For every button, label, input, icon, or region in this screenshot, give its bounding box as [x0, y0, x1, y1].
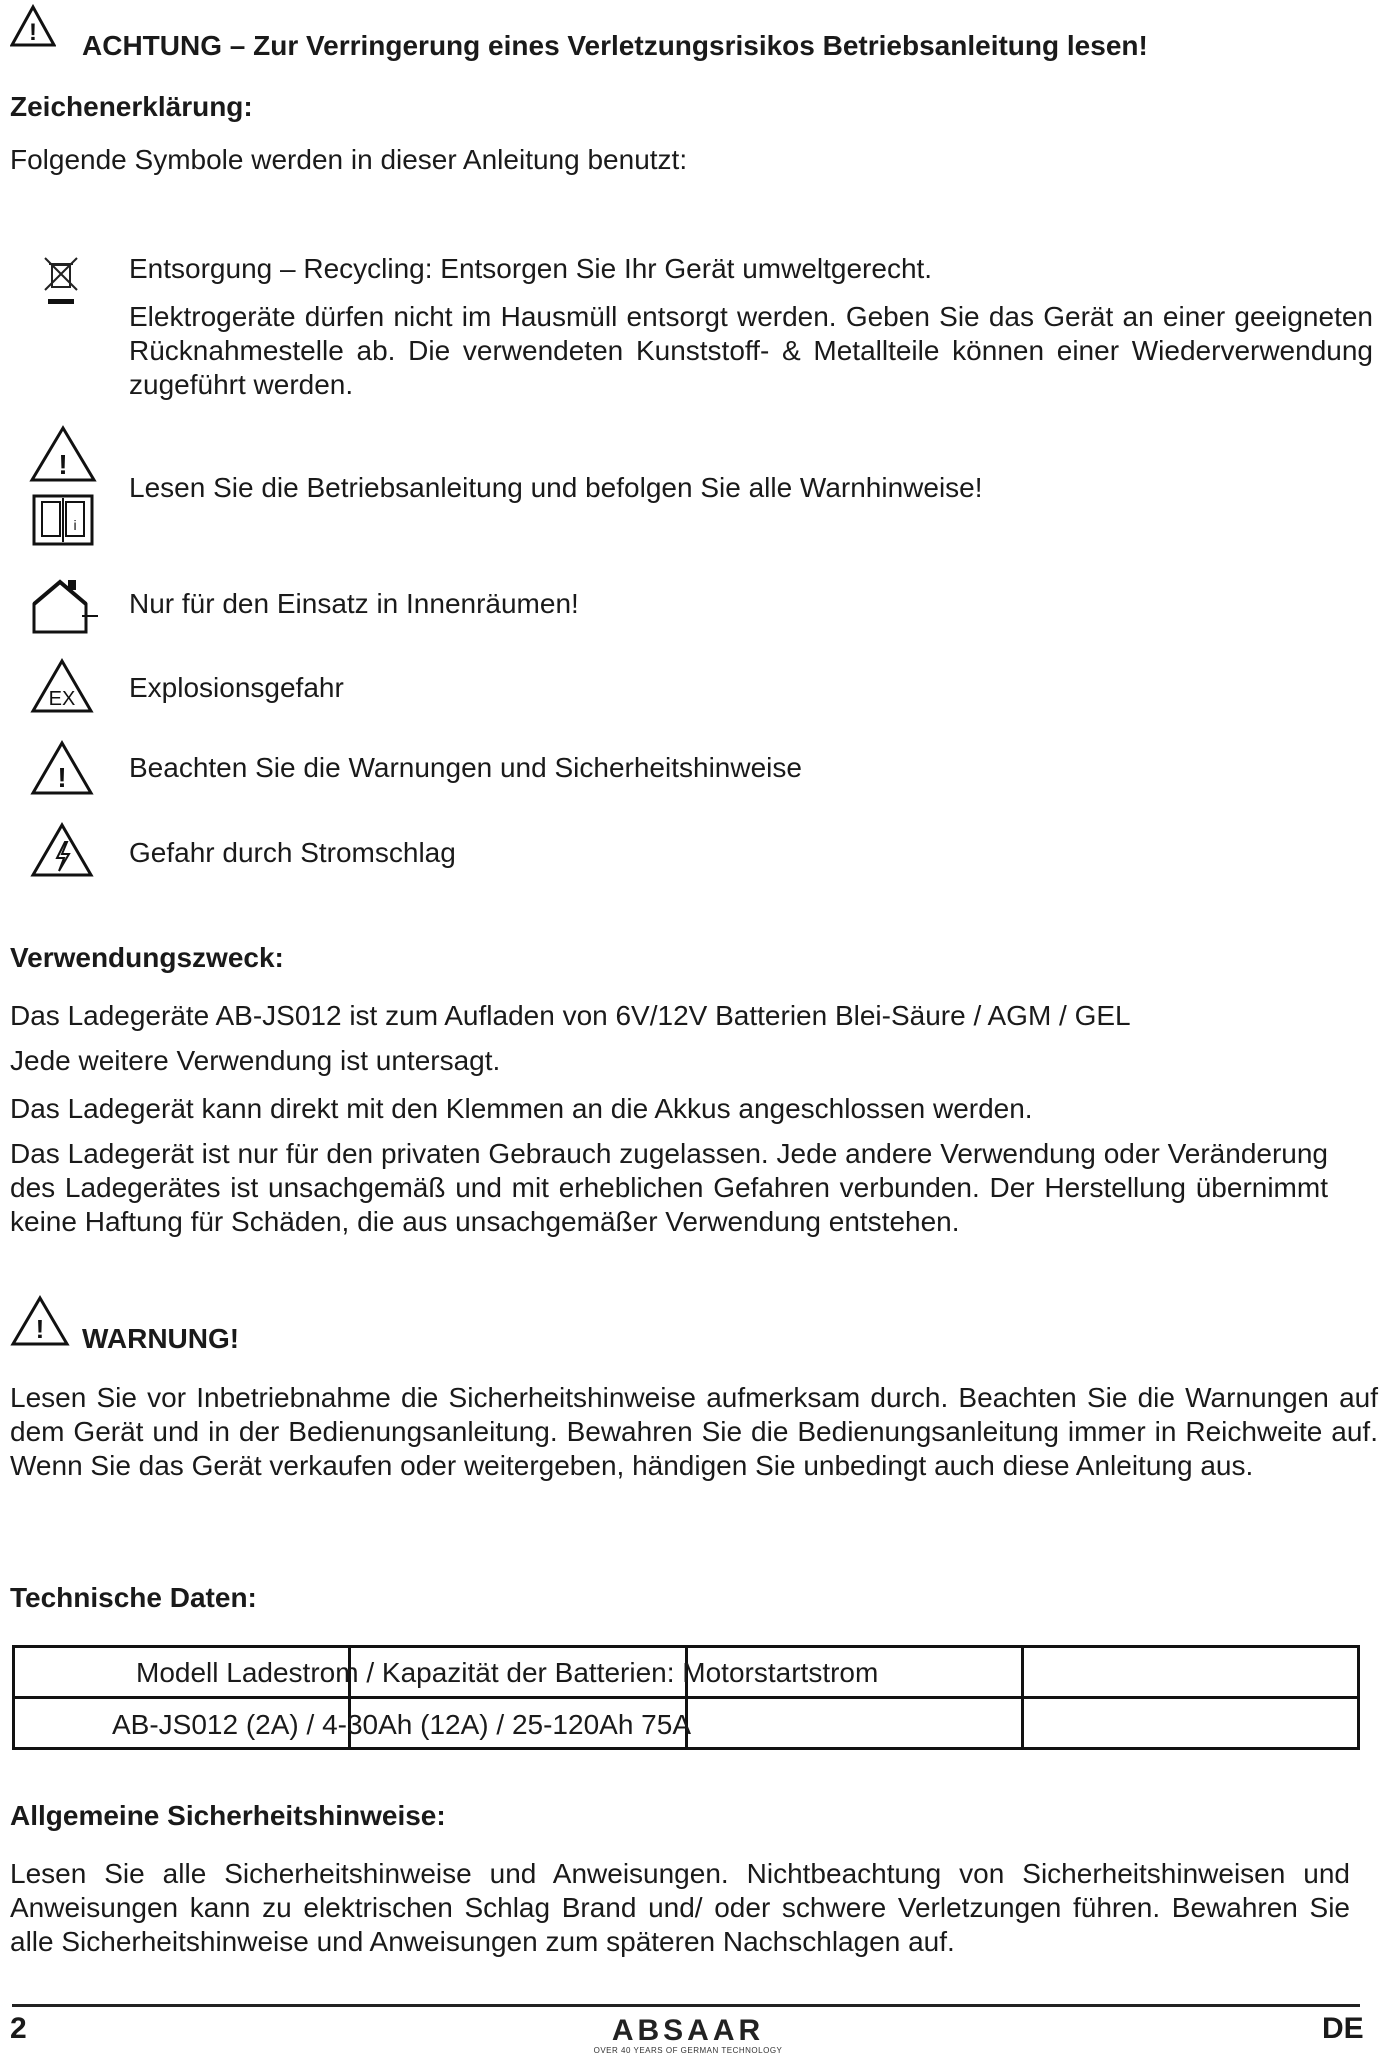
page-number: 2 [10, 2012, 27, 2045]
svg-text:EX: EX [48, 688, 76, 710]
table-cell [1022, 1698, 1358, 1749]
svg-text:!: ! [35, 1314, 45, 1344]
warning-icon [10, 1295, 70, 1347]
symbol-text-indoor: Nur für den Einsatz in Innenräumen! [129, 588, 579, 619]
brand-name: ABSAAR [611, 2014, 765, 2047]
warning-icon [30, 740, 94, 796]
symbol-text-read-manual: Lesen Sie die Betriebsanleitung und befolgen Sie alle Warnhinweise! [129, 472, 983, 503]
tech-heading: Technische Daten: [10, 1582, 257, 1613]
tech-table-value-text: AB-JS012 (2A) / 4-30Ah (12A) / 25-120Ah 75A [112, 1709, 691, 1740]
usage-paragraph-2: Jede weitere Verwendung ist untersagt. [10, 1045, 501, 1076]
legend-intro: Folgende Symbole werden in dieser Anleitung benutzt: [10, 144, 688, 175]
table-cell [686, 1698, 1022, 1749]
table-cell [1022, 1647, 1358, 1698]
brand-logo [582, 2016, 794, 2056]
read-manual-icon [28, 424, 98, 550]
safety-heading: Allgemeine Sicherheitshinweise: [10, 1800, 446, 1831]
symbol-text-warnings: Beachten Sie die Warnungen und Sicherheitshinweise [129, 752, 802, 783]
explosion-icon [30, 658, 94, 714]
warning-title: WARNUNG! [82, 1323, 240, 1354]
warning-icon [10, 4, 56, 48]
usage-paragraph-4: Das Ladegerät ist nur für den privaten Gebrauch zugelassen. Jede andere Verwendung oder Veränderung des Ladegerätes ist unsachgemäß und mit erheblichen Gefahren verbunden. Der Herstellung übernimmt keine Haftung für Schäden, die aus unsachgemäßer Verwendung entstehen. [10, 1138, 1328, 1237]
brand-tagline: OVER 40 YEARS OF GERMAN TECHNOLOGY [593, 2046, 783, 2055]
footer-divider [12, 2004, 1360, 2007]
usage-paragraph-3: Das Ladegerät kann direkt mit den Klemmen an die Akkus angeschlossen werden. [10, 1093, 1033, 1124]
warning-text: Lesen Sie vor Inbetriebnahme die Sicherheitshinweise aufmerksam durch. Beachten Sie die Warnungen auf dem Gerät und in der Bedienungsanleitung. Bewahren Sie die Bedienungsanleitung immer in Reichweite auf. Wenn Sie das Gerät verkaufen oder weitergeben, händigen Sie unbedingt auch diese Anleitung aus. [10, 1382, 1378, 1481]
symbol-text-recycling-detail: Elektrogeräte dürfen nicht im Hausmüll entsorgt werden. Geben Sie das Gerät an einer geeigneten Rücknahmestelle ab. Die verwendeten Kunststoff- & Metallteile können einer Wiederverwendung zugeführt werden. [129, 301, 1373, 400]
legend-heading: Zeichenerklärung: [10, 91, 253, 122]
crossed-bin-icon [42, 255, 82, 311]
svg-text:!: ! [29, 19, 37, 46]
usage-paragraph-1: Das Ladegeräte AB-JS012 ist zum Aufladen von 6V/12V Batterien Blei-Säure / AGM / GEL [10, 1000, 1131, 1031]
page-warning-title: ACHTUNG – Zur Verringerung eines Verletzungsrisikos Betriebsanleitung lesen! [82, 30, 1148, 61]
safety-text: Lesen Sie alle Sicherheitshinweise und Anweisungen. Nichtbeachtung von Sicherheitshinweisen und Anweisungen kann zu elektrischen Schlag Brand und/ oder schwere Verletzungen führen. Bewahren Sie alle Sicherheitshinweise und Anweisungen zum späteren Nachschlagen auf. [10, 1858, 1350, 1957]
svg-text:!: ! [58, 449, 68, 480]
svg-text:i: i [73, 517, 77, 533]
electric-shock-icon [30, 822, 94, 878]
usage-heading: Verwendungszweck: [10, 942, 284, 973]
symbol-text-explosion: Explosionsgefahr [129, 672, 344, 703]
svg-text:!: ! [57, 762, 67, 793]
symbol-text-recycling: Entsorgung – Recycling: Entsorgen Sie Ihr Gerät umweltgerecht. [129, 253, 933, 284]
language-code: DE [1322, 2012, 1364, 2045]
tech-table-header-text: Modell Ladestrom / Kapazität der Batterien: Motorstartstrom [136, 1657, 879, 1688]
symbol-text-electric-shock: Gefahr durch Stromschlag [129, 837, 456, 868]
indoor-use-icon [28, 578, 100, 634]
